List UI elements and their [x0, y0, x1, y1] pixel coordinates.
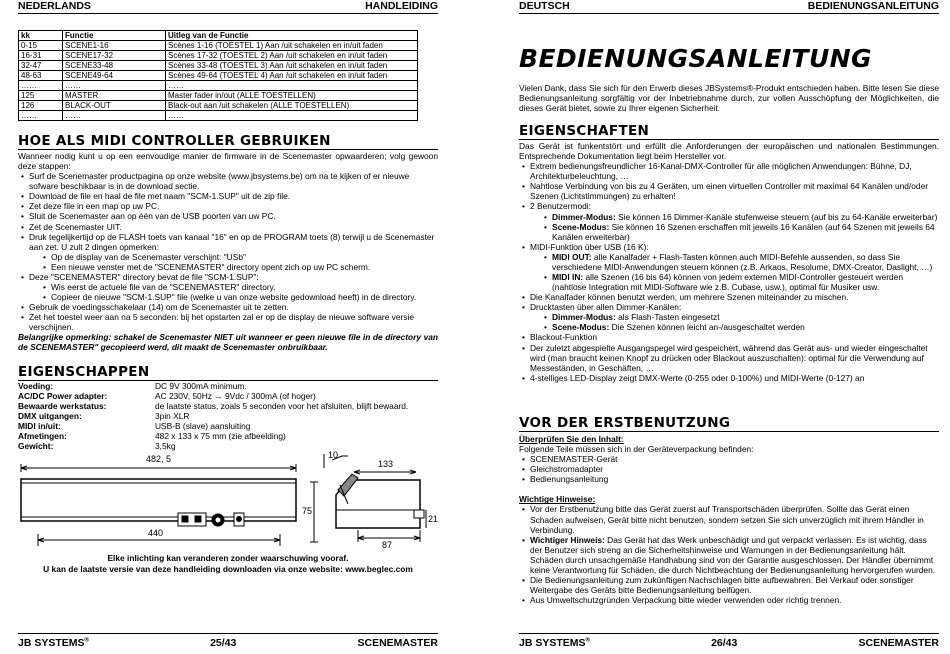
list-item: [530, 212, 939, 222]
list-item-text: Drucktasten über allen Dimmer-Kanälen:: [530, 302, 682, 313]
list-item-text: Deze "SCENEMASTER" directory bevat de file "SCM-1.SUP":: [29, 271, 259, 282]
sub-list: [29, 282, 438, 302]
list-item: • Nahtlose Verbindung von bis zu 4 Geräten, um einen virtuellen Controller mit maximal 64 Kanälen und/oder Szenen (Lichtstimmungen) zu erhalten!: [519, 181, 939, 201]
midi-function-table: [18, 30, 418, 121]
registered-mark: ®: [585, 637, 590, 644]
list-item: • Zet deze file in een map op uw PC.: [18, 201, 438, 211]
property-value: DC 9V 300mA minimum.: [155, 381, 247, 391]
table-row: [19, 41, 418, 51]
table-row: [19, 111, 418, 121]
item-term: MIDI OUT:: [552, 251, 592, 262]
item-text: Sie können 16 Dimmer-Kanäle stufenweise steuern (auf bis zu 64-Kanäle erweiterbar): [615, 211, 938, 222]
midi-intro: Wanneer nodig kunt u op een eenvoudige manier de firmware in de Scenemaster opwaarderen; volg gewoon deze stappen:: [18, 151, 438, 172]
property-value: USB-B (slave) aansluiting: [155, 421, 251, 432]
midi-steps-list: [18, 171, 438, 332]
dim-inner-width: 440: [148, 528, 164, 538]
page-number: 25/43: [210, 637, 237, 650]
table-cell: SCENE1-16: [63, 41, 166, 51]
header-doc-title: BEDIENUNGSANLEITUNG: [807, 0, 939, 12]
item-text: Die Szenen können leicht an-/ausgeschaltet werden: [609, 322, 805, 333]
list-item: • Aus Umweltschutzgründen Verpackung bitte wieder verwenden oder richtig trennen.: [519, 595, 939, 605]
list-item: • Die Kanalfader können benutzt werden, um mehrere Szenen miteinander zu mischen.: [519, 292, 939, 302]
table-cell: 125: [19, 91, 63, 101]
footer-product: SCENEMASTER: [357, 637, 438, 650]
property-label: Bewaarde werkstatus:: [18, 401, 107, 412]
item-term: Scene-Modus:: [552, 221, 610, 232]
table-cell: 32-47: [19, 61, 63, 71]
list-item: • Der zuletzt abgespielte Ausgangspegel wird gespeichert, während das Gerät aus- und wieder eingeschaltet wird (man braucht keinen Knopf zu drücken oder Blackout auszuschalten): optimal für die Verwendung auf Messeständen, in Geschäften, …: [519, 343, 939, 373]
table-cell: ……: [19, 111, 63, 121]
table-cell: SCENE33-48: [63, 61, 166, 71]
table-row: [19, 81, 418, 91]
table-cell: ……: [166, 111, 418, 121]
table-row: [19, 91, 418, 101]
list-item: • Sluit de Scenemaster aan op één van de USB poorten van uw PC.: [18, 211, 438, 221]
property-value: 482 x 133 x 75 mm (zie afbeelding): [155, 431, 286, 442]
table-cell: 0-15: [19, 41, 63, 51]
dim-top: 10: [328, 450, 339, 460]
page-left: [18, 0, 438, 654]
table-cell: ……: [63, 81, 166, 91]
dim-width: 482, 5: [146, 454, 172, 464]
table-cell: MASTER: [63, 91, 166, 101]
list-item-text: 2 Benutzermodi:: [530, 201, 591, 212]
list-item: • 4-stelliges LED-Display zeigt DMX-Werte (0-255 oder 0-100%) und MIDI-Werte (0-127) an: [519, 373, 939, 383]
intro-text: Vielen Dank, dass Sie sich für den Erwerb dieses JBSystems®-Produkt entschieden haben. Bitte lesen Sie diese Bedienungsanleitung sorgfältig vor der Inbetriebnahme durch, zur vollen Ausschöpfung der Möglichkeiten, die dieses Gerät bietet, sowie zu Ihrer eigenen Sicherheit.: [519, 83, 939, 114]
item-text: alle Kanalfader + Flash-Tasten können auch MIDI-Befehle aussenden, so dass Sie verschiedene MIDI-Anwendungen steuern können (z.B. Arkaos, Resolume, DMX-Creator, Daslight, …): [552, 251, 933, 272]
list-item: [519, 201, 939, 241]
list-item: [530, 322, 939, 332]
list-item: [519, 302, 939, 332]
table-cell: ……: [166, 81, 418, 91]
table-cell: Black-out aan /uit schakelen (ALLE TOESTELLEN): [166, 101, 418, 111]
property-label: DMX uitgangen:: [18, 411, 82, 422]
header-language: NEDERLANDS: [18, 0, 91, 12]
table-cell: SCENE49-64: [63, 71, 166, 81]
sub-list: [530, 252, 939, 292]
table-cell: ……: [63, 111, 166, 121]
sub-list: [530, 312, 939, 332]
table-cell: BLACK-OUT: [63, 101, 166, 111]
notice-line: Elke inlichting kan veranderen zonder waarschuwing vooraf.: [107, 553, 349, 563]
page-number: 26/43: [711, 637, 738, 650]
property-value: de laatste status, zoals 5 seconden voor het afsluiten, blijft bewaard.: [155, 401, 409, 412]
header-language: DEUTSCH: [519, 0, 570, 12]
notice: [18, 553, 438, 575]
item-text: Sie können 16 Szenen erschaffen mit jeweils 16 Kanälen (auf 64 Szenen mit jeweils 64 Kanälen erweiterbar): [552, 221, 935, 242]
sub-list: [530, 212, 939, 242]
table-cell: Scènes 1-16 (TOESTEL 1) Aan /uit schakelen en in/uit faden: [166, 41, 418, 51]
property-label: AC/DC Power adapter:: [18, 391, 108, 402]
list-item: • Zet het toestel weer aan na 5 seconden: bij het opstarten zal er op de display de nieuwe software versie verschijnen.: [18, 312, 438, 332]
table-cell: 48-63: [19, 71, 63, 81]
list-item: • Wis eerst de actuele file van de "SCENEMASTER" directory.: [29, 282, 438, 292]
property-label: Afmetingen:: [18, 431, 67, 442]
list-item: • Een nieuwe venster met de "SCENEMASTER" directory opent zich op uw PC scherm.: [29, 262, 438, 272]
item-term: MIDI IN:: [552, 272, 584, 283]
important-remark: Belangrijke opmerking: schakel de Scenemaster NIET uit wanneer er geen nieuwe file in de directory van de SCENEMASTER" gecopieerd werd, dit maakt de Scenemaster onbruikbaar.: [18, 332, 438, 353]
page-footer: [519, 633, 939, 651]
check-intro: Folgende Teile müssen sich in der Geräteverpackung befinden:: [519, 444, 754, 455]
list-item-text: MIDI-Funktion über USB (16 K):: [530, 241, 649, 252]
dimension-drawing: [18, 450, 438, 550]
list-item: [530, 222, 939, 242]
table-cell: Scènes 49-64 (TOESTEL 4) Aan /uit schakelen en in/uit faden: [166, 71, 418, 81]
page-title: BEDIENUNGSANLEITUNG: [519, 44, 872, 73]
list-item: • Surf de Scenemaster productpagina op onze website (www.jbsystems.be) om na te kijken of er nieuwe sofware beschikbaar is in de download sectie.: [18, 171, 438, 191]
list-item: • Gebruik de voedingsschakelaar (14) om de Scenemaster uit te zetten.: [18, 302, 438, 312]
list-item: • Gleichstromadapter: [519, 464, 939, 474]
package-contents-list: [519, 454, 939, 484]
page-header: [18, 0, 438, 14]
list-item: • Vor der Erstbenutzung bitte das Gerät zuerst auf Transportschäden überprüfen. Sollte das Gerät einen Schaden aufweisen, Gerät bitte nicht benutzen, sondern setzen Sie sich unverzüglich mit ihrem Händler in Verbindung.: [519, 504, 939, 534]
property-label: Gewicht:: [18, 441, 54, 452]
section-heading-properties: EIGENSCHAPPEN: [18, 364, 438, 381]
dim-base: 87: [382, 540, 393, 550]
features-section: [519, 141, 939, 383]
list-item: • Op de display van de Scenemaster verschijnt: "USb": [29, 252, 438, 262]
brand-text: JB SYSTEMS: [519, 637, 586, 650]
list-item-text: Druk tegelijkertijd op de FLASH toets van kanaal "16" en op de PROGRAM toets (8) terwijl u de Scenemaster aan zet. U zult 2 dingen opmerken:: [29, 231, 435, 252]
property-value: 3,5kg: [155, 441, 176, 452]
table-row: [19, 101, 418, 111]
registered-mark: ®: [84, 637, 89, 644]
item-text: als Flash-Tasten eingesetzt: [615, 312, 720, 323]
hints-list: [519, 504, 939, 605]
table-row: [19, 61, 418, 71]
list-item: • Blackout-Funktion: [519, 332, 939, 342]
dim-side: 21: [428, 514, 438, 524]
list-item: [530, 252, 939, 272]
notice-line: U kan de laatste versie van deze handleiding downloaden via onze website: www.beglec.com: [43, 564, 413, 574]
header-doc-title: HANDLEIDING: [365, 0, 438, 12]
dim-height: 75: [302, 506, 313, 516]
list-item: • Bedienungsanleitung: [519, 474, 939, 484]
brand-text: JB SYSTEMS: [18, 637, 85, 650]
section-heading-midi: HOE ALS MIDI CONTROLLER GEBRUIKEN: [18, 133, 438, 150]
list-item: [530, 272, 939, 292]
list-item: • Download de file en haal de file met naam "SCM-1.SUP" uit de zip file.: [18, 191, 438, 201]
table-cell: Scènes 33-48 (TOESTEL 3) Aan /uit schakelen en in/uit faden: [166, 61, 418, 71]
property-label: Voeding:: [18, 381, 54, 391]
properties-list: [18, 381, 438, 452]
features-intro: Das Gerät ist funkentstört und erfüllt die Anforderungen der europäischen und nationalen Bestimmungen. Entsprechende Dokumentation liegt beim Hersteller vor.: [519, 141, 939, 162]
item-term: Scene-Modus:: [552, 322, 610, 333]
page-right: [519, 0, 939, 654]
item-term: Dimmer-Modus:: [552, 312, 616, 323]
item-text: alle Szenen (16 bis 64) können von jedem externen MIDI-Controller gesteuert werden (nahtlose Integration mit MIDI-Software wie z.B. Cubase, usw.), optimal für Musiker usw.: [552, 272, 903, 293]
table-row: [19, 71, 418, 81]
list-item: • SCENEMASTER-Gerät: [519, 454, 939, 464]
list-item: • Copieer de nieuwe "SCM-1.SUP" file (welke u van onze website gedownload heeft) in de directory.: [29, 292, 438, 302]
footer-brand: [519, 637, 590, 650]
property-value: 3pin XLR: [155, 411, 190, 422]
table-header-cell: Functie: [63, 31, 166, 41]
page-header: [519, 0, 939, 14]
table-cell: Scènes 17-32 (TOESTEL 2) Aan /uit schakelen en in/uit faden: [166, 51, 418, 61]
section-heading-features: EIGENSCHAFTEN: [519, 123, 939, 140]
table-cell: 16-31: [19, 51, 63, 61]
table-header-cell: Uitleg van de Functie: [166, 31, 418, 41]
sub-list: [29, 252, 438, 272]
page-footer: [18, 633, 438, 651]
list-item: [530, 312, 939, 322]
list-item: • Die Bedienungsanleitung zum zukünftigen Nachschlagen bitte aufbewahren. Bei Verkauf oder sonstiger Weitergabe des Geräts bitte Bedienungsanleitung beifügen.: [519, 575, 939, 595]
before-use-section: [519, 434, 939, 605]
list-item: • Zet de Scenemaster UIT.: [18, 222, 438, 232]
table-cell: Master fader in/out (ALLE TOESTELLEN): [166, 91, 418, 101]
list-item: [18, 232, 438, 272]
dim-depth: 133: [378, 459, 394, 469]
footer-brand: [18, 637, 89, 650]
footer-product: SCENEMASTER: [858, 637, 939, 650]
list-item: [18, 272, 438, 302]
item-text: Das Gerät hat das Werk unbeschädigt und gut verpackt verlassen. Es ist wichtig, dass der Benutzer sich streng an die Sicherheitshinweise und Warnungen in der Bedienungsanleitung hält. Schäden durch unsachgemäße Handhabung sind von der Garantie ausgeschlossen. Der Händler übernimmt keine Verantwortung für Schäden, die durch Nichtbeachtung der Bedienungsanleitung hervorgerufen wurden.: [530, 534, 936, 575]
table-cell: SCENE17-32: [63, 51, 166, 61]
item-term: Wichtiger Hinweis:: [530, 534, 605, 545]
list-item: [519, 242, 939, 292]
property-value: AC 230V, 50Hz → 9Vdc / 300mA (of hoger): [155, 391, 316, 402]
item-term: Dimmer-Modus:: [552, 211, 616, 222]
table-cell: 126: [19, 101, 63, 111]
features-list: [519, 161, 939, 383]
table-row: [19, 51, 418, 61]
table-header-cell: kk: [19, 31, 63, 41]
table-cell: ……: [19, 81, 63, 91]
section-heading-before-use: VOR DER ERSTBENUTZUNG: [519, 415, 939, 432]
table-header-row: [19, 31, 418, 41]
list-item: • Extrem bedienungsfreundlicher 16-Kanal-DMX-Controller für alle möglichen Anwendungen: Bühne, DJ, Architekturbeleuchtung, …: [519, 161, 939, 181]
check-title: Überprüfen Sie den Inhalt:: [519, 434, 624, 444]
list-item: [519, 535, 939, 575]
midi-section: [18, 151, 438, 353]
property-label: MIDI in/uit:: [18, 421, 61, 432]
hints-title: Wichtige Hinweise:: [519, 494, 596, 505]
